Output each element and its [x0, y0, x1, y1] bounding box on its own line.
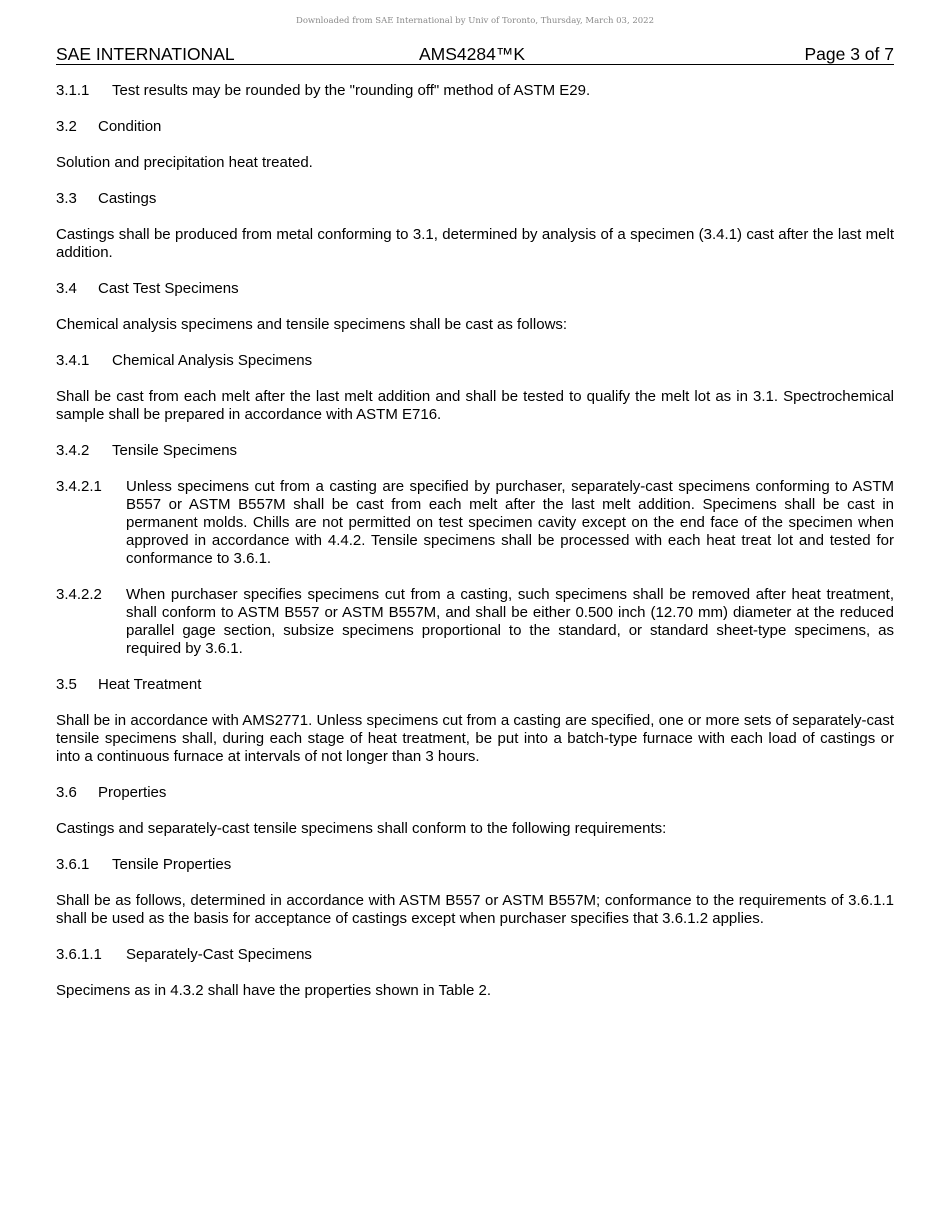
section-title: Castings	[98, 190, 157, 207]
section-3-4-2-2	[56, 586, 894, 658]
section-text: When purchaser specifies specimens cut from a casting, such specimens shall be removed after heat treatment, shall conform to ASTM B557 or ASTM B557M, and shall be either 0.500 inch (12.70 mm) diameter at the reduced parallel gage section, subsize specimens proportional to the standard, or standard sheet-type specimens, as required by 3.6.1.	[126, 586, 894, 657]
section-3-4-1-body: Shall be cast from each melt after the last melt addition and shall be tested to qualify the melt lot as in 3.1. Spectrochemical sample shall be prepared in accordance with ASTM E716.	[56, 388, 894, 423]
download-watermark: Downloaded from SAE International by Univ of Toronto, Thursday, March 03, 2022	[296, 16, 654, 26]
section-number: 3.4.1	[56, 352, 90, 369]
section-3-3-heading	[56, 190, 894, 208]
section-number: 3.5	[56, 676, 77, 693]
header-document-id: AMS4284™K	[419, 44, 526, 64]
section-number: 3.6.1.1	[56, 946, 102, 963]
section-text: Unless specimens cut from a casting are specified by purchaser, separately-cast specimens conforming to ASTM B557 or ASTM B557M shall be cast from each melt after the last melt addition. Specimens shall be cast in permanent molds. Chills are not permitted on test specimen cavity except on the end face of the specimen when approved in accordance with 4.4.2. Tensile specimens shall be processed with each heat treat lot and tested for conformance to 3.6.1.	[126, 478, 894, 567]
section-3-6-1-1-heading	[56, 946, 894, 964]
section-title: Tensile Properties	[112, 856, 232, 873]
section-number: 3.6.1	[56, 856, 90, 873]
section-text: Test results may be rounded by the "rounding off" method of ASTM E29.	[112, 82, 591, 99]
section-3-4-1-heading	[56, 352, 894, 370]
section-number: 3.4	[56, 280, 77, 297]
section-3-6-1-1-body: Specimens as in 4.3.2 shall have the properties shown in Table 2.	[56, 982, 491, 999]
section-title: Condition	[98, 118, 162, 135]
section-title: Cast Test Specimens	[98, 280, 239, 297]
section-3-2-body: Solution and precipitation heat treated.	[56, 154, 313, 171]
section-number: 3.2	[56, 118, 77, 135]
section-title: Chemical Analysis Specimens	[112, 352, 313, 369]
section-3-4-2-1	[56, 478, 894, 568]
section-number: 3.1.1	[56, 82, 90, 99]
section-title: Properties	[98, 784, 167, 801]
document-body	[56, 82, 894, 1000]
section-number: 3.4.2.1	[56, 478, 102, 495]
section-title: Separately-Cast Specimens	[126, 946, 312, 963]
header-organization: SAE INTERNATIONAL	[56, 44, 235, 64]
section-3-4-2-heading	[56, 442, 894, 460]
section-3-3-body: Castings shall be produced from metal conforming to 3.1, determined by analysis of a specimen (3.4.1) cast after the last melt addition.	[56, 226, 894, 261]
section-3-6-1-heading	[56, 856, 894, 874]
header-page-number: Page 3 of 7	[804, 44, 894, 64]
section-number: 3.4.2	[56, 442, 90, 459]
section-3-1-1	[56, 82, 894, 100]
section-number: 3.4.2.2	[56, 586, 102, 603]
section-3-5-heading	[56, 676, 894, 694]
section-title: Heat Treatment	[98, 676, 202, 693]
section-3-2-heading	[56, 118, 894, 136]
section-3-5-body: Shall be in accordance with AMS2771. Unless specimens cut from a casting are specified, one or more sets of separately-cast tensile specimens shall, during each stage of heat treatment, be put into a batch-type furnace with each load of castings or into a continuous furnace at intervals of not longer than 3 hours.	[56, 712, 894, 765]
section-3-4-heading	[56, 280, 894, 298]
section-number: 3.3	[56, 190, 77, 207]
section-3-6-1-body: Shall be as follows, determined in accordance with ASTM B557 or ASTM B557M; conformance to the requirements of 3.6.1.1 shall be used as the basis for acceptance of castings except when purchaser specifies that 3.6.1.2 applies.	[56, 892, 894, 927]
page-header	[56, 44, 894, 65]
section-number: 3.6	[56, 784, 77, 801]
section-3-6-heading	[56, 784, 894, 802]
section-3-4-body: Chemical analysis specimens and tensile specimens shall be cast as follows:	[56, 316, 568, 333]
section-3-6-body: Castings and separately-cast tensile specimens shall conform to the following requirements:	[56, 820, 667, 837]
section-title: Tensile Specimens	[112, 442, 238, 459]
